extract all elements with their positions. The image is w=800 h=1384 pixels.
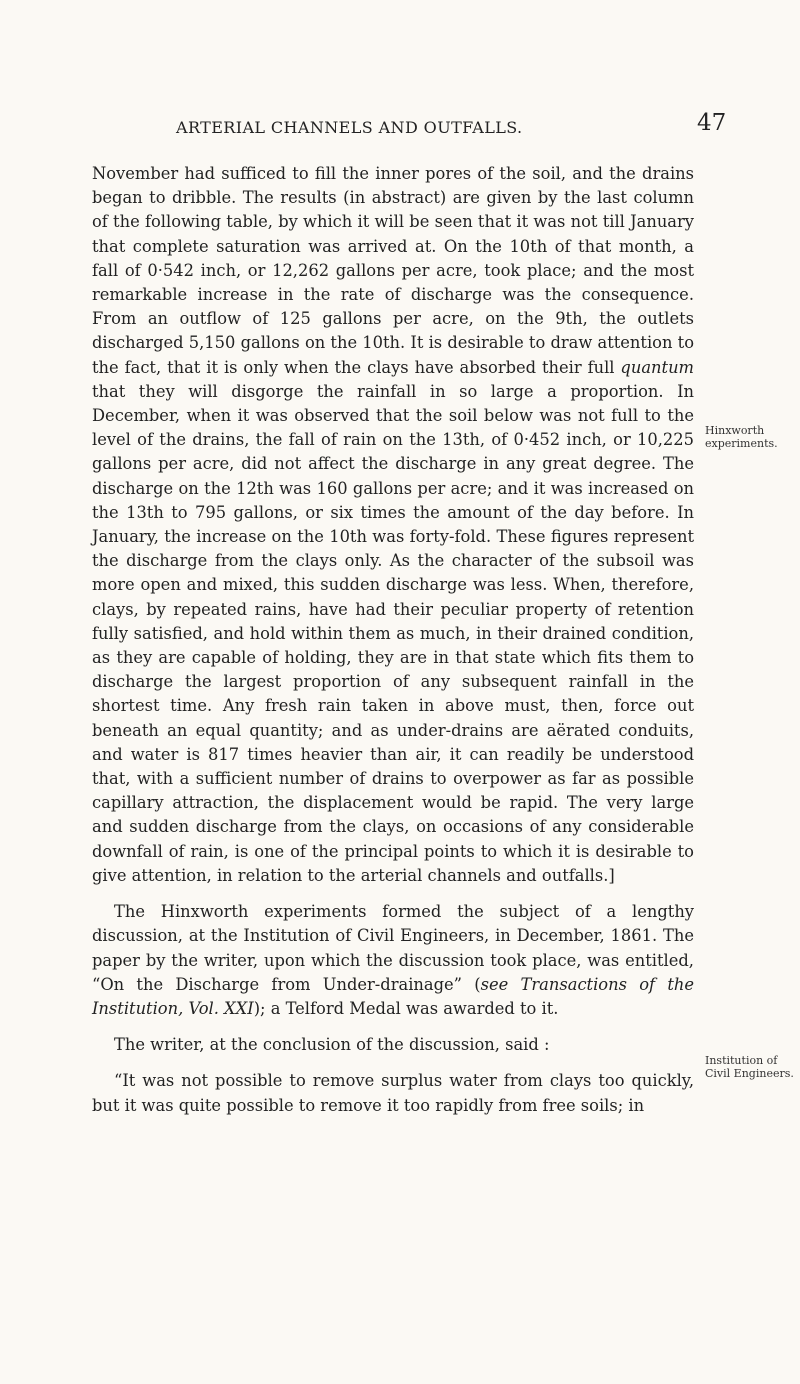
running-title: ARTERIAL CHANNELS AND OUTFALLS. [176,118,523,137]
body-text [92,162,694,1130]
paragraph-3: The writer, at the conclusion of the discussion, said : [114,1035,550,1055]
paragraph-4-quote: “It was not possible to remove surplus water from clays too quickly, but it was quite possible to remove it too rapidly from free soils; in [92,1071,694,1115]
paragraph-1-text-a: November had sufficed to fill the inner pores of the soil, and the drains began to dribble. The results (in abstract) are given by the last column of the following table, by which it will be seen that it was not till January that complete saturation was arrived at. On the 10th of that month, a fall of 0·542 inch, or 12,262 gallons per acre, took place; and the most remarkable increase in the rate of discharge was the consequence. From an outflow of 125 gallons per acre, on the 9th, the outlets discharged 5,150 gallons on the 10th. It is desirable to draw attention to the fact, that it is only when the clays have absorbed their full [92,164,694,377]
paragraph-1-text-b: that they will disgorge the rainfall in so large a proportion. In December, when it was observed that the soil below was not full to the level of the drains, the fall of rain on the 13th, of 0·452 inch, or 10,225 gallons per acre, did not affect the discharge in any great degree. The discharge on the 12th was 160 gallons per acre; and it was increased on the 13th to 795 gallons, or six times the amount of the day before. In January, the increase on the 10th was forty-fold. These figures represent the discharge from the clays only. As the character of the subsoil was more open and mixed, this sudden discharge was less. When, therefore, clays, by repeated rains, have had their peculiar property of retention fully satisfied, and hold within them as much, in their drained condition, as they are capable of holding, they are in that state which fits them to discharge the largest proportion of any subsequent rainfall in the shortest time. Any fresh rain taken in above must, then, force out beneath an equal quantity; and as under-drains are aërated conduits, and water is 817 times heavier than air, it can readily be understood that, with a sufficient number of drains to overpower as far as possible capillary attraction, the displacement would be rapid. The very large and sudden discharge from the clays, on occasions of any considerable downfall of rain, is one of the principal points to which it is desirable to give attention, in relation to the arterial channels and outfalls.] [92,381,694,885]
margin-note-hinxworth: Hinxworth experiments. [705,424,778,450]
paragraph-1 [92,162,694,888]
page-number: 47 [697,110,727,136]
paragraph-2-text-b: ); a Telford Medal was awarded to it. [253,998,559,1018]
paragraph-2-text-a: The Hinxworth experiments formed the subject of a lengthy discussion, at the Institution of Civil Engineers, in December, 1861. The paper by the writer, upon which the discussion took place, was entitled, “On the Discharge from Under-drainage” ( [92,902,694,994]
margin-note-institution: Institution of Civil Engineers. [705,1054,794,1080]
quantum-italic: quantum [620,357,694,377]
transactions-citation: see Transactions of the Institution, Vol. XXI [92,974,695,1018]
paragraph-2 [92,900,694,1021]
